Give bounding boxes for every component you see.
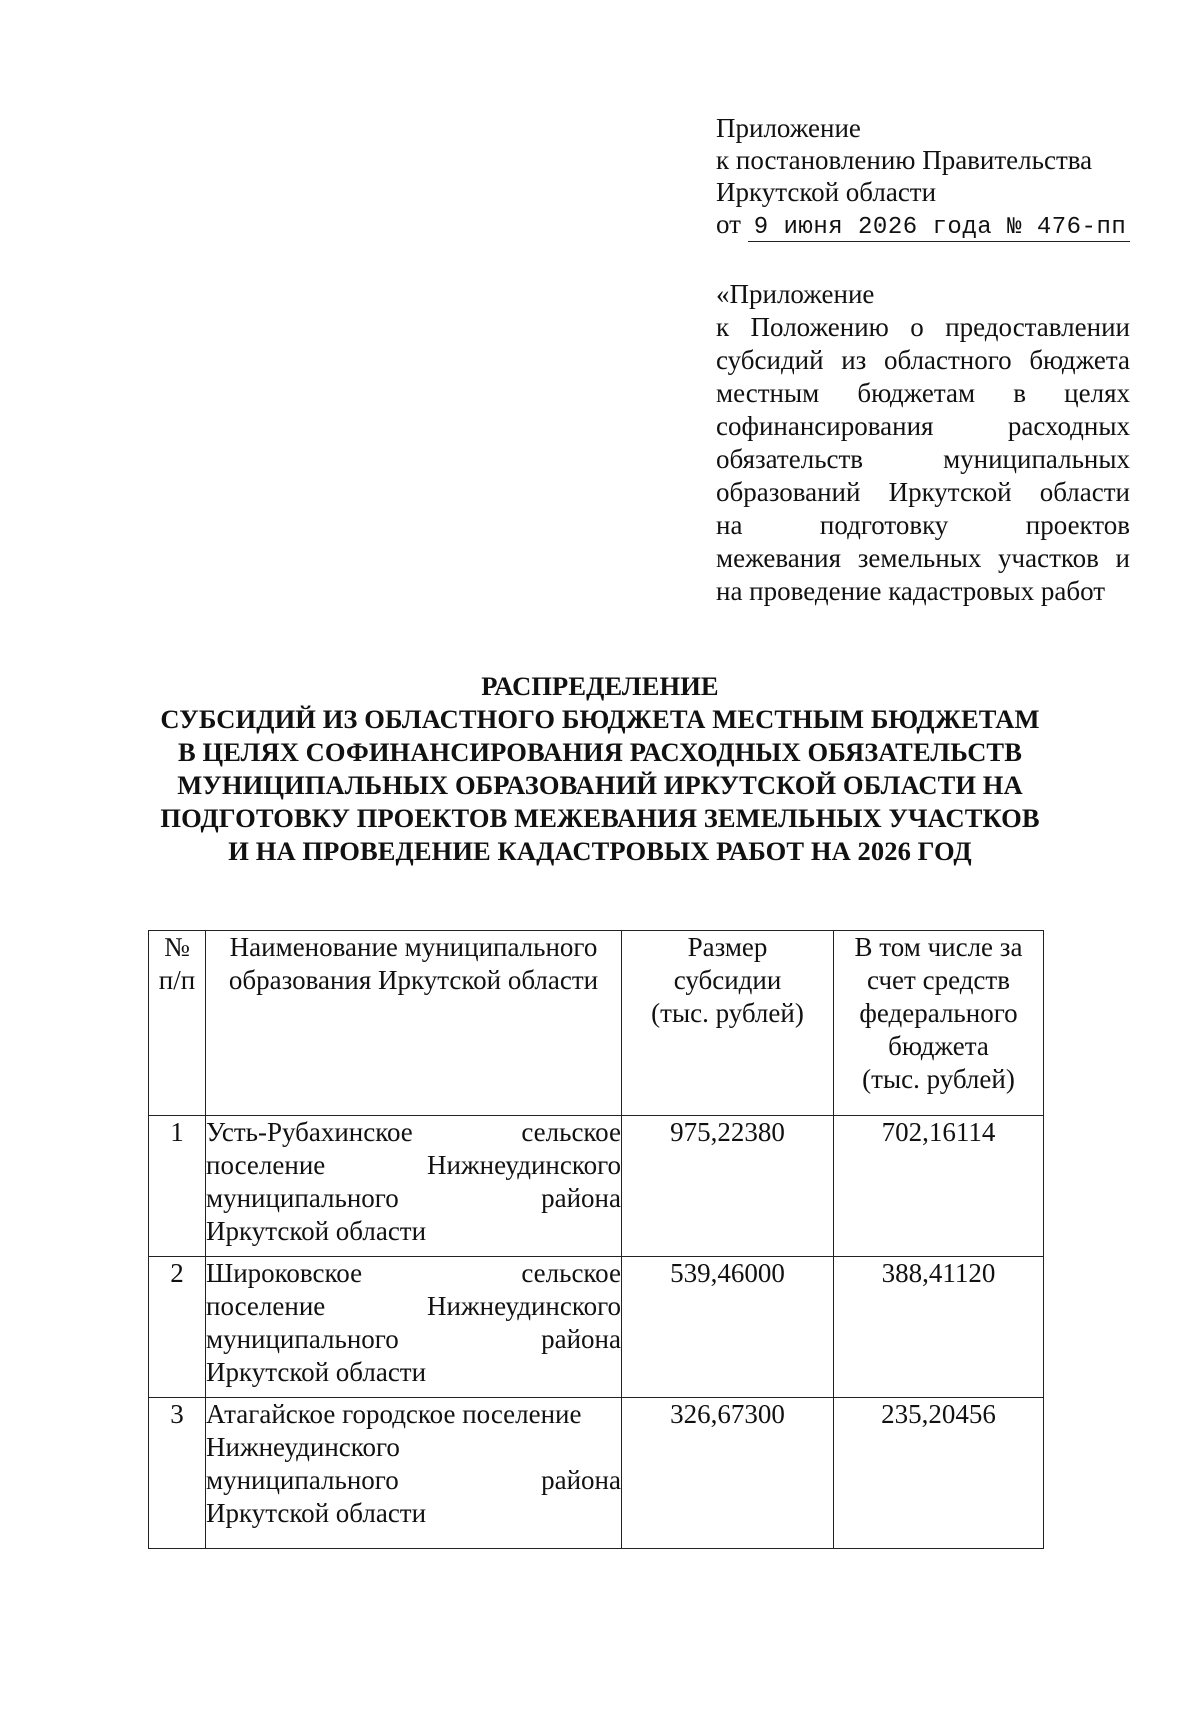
table-row	[149, 1116, 1044, 1257]
appendix-line: субсидий из областного бюджета	[716, 345, 1130, 375]
header-text: В том числе за	[854, 932, 1023, 962]
header-text: бюджета	[888, 1031, 989, 1061]
table-header-row	[149, 931, 1044, 1116]
title-line: СУБСИДИЙ ИЗ ОБЛАСТНОГО БЮДЖЕТА МЕСТНЫМ БЮДЖЕТАМ	[160, 704, 1040, 734]
cell-number: 2	[149, 1257, 206, 1398]
title-line: И НА ПРОВЕДЕНИЕ КАДАСТРОВЫХ РАБОТ НА 2026 ГОД	[228, 836, 972, 866]
header-text: субсидии	[673, 965, 782, 995]
header-text: п/п	[158, 965, 196, 995]
name-line: муниципального района	[206, 1324, 621, 1354]
title-line: РАСПРЕДЕЛЕНИЕ	[481, 671, 719, 701]
name-line: Иркутской области	[206, 1498, 427, 1528]
cell-municipality-name	[206, 1257, 622, 1398]
appendix-line: на подготовку проектов	[716, 510, 1130, 540]
header-text: счет средств	[867, 965, 1010, 995]
cell-municipality-name	[206, 1116, 622, 1257]
name-line: Усть-Рубахинское сельское	[206, 1117, 621, 1147]
name-line: муниципального района	[206, 1465, 621, 1495]
name-line: Нижнеудинского	[206, 1432, 400, 1462]
name-line: Атагайское городское поселение	[206, 1399, 582, 1429]
cell-subsidy-size: 326,67300	[622, 1398, 834, 1549]
appendix-line: обязательств муниципальных	[716, 444, 1130, 474]
regulation-appendix-reference	[716, 278, 1130, 608]
header-number	[149, 931, 206, 1116]
date-stamp: 9 июня 2026 года № 476-пп	[748, 215, 1131, 242]
name-line: Широковское сельское	[206, 1258, 621, 1288]
table-row	[149, 1398, 1044, 1549]
cell-subsidy-size: 975,22380	[622, 1116, 834, 1257]
cell-subsidy-size: 539,46000	[622, 1257, 834, 1398]
appendix-line: на проведение кадастровых работ	[716, 576, 1106, 606]
appendix-line: образований Иркутской области	[716, 477, 1130, 507]
header-text: (тыс. рублей)	[651, 998, 804, 1028]
cell-municipality-name	[206, 1398, 622, 1549]
title-line: МУНИЦИПАЛЬНЫХ ОБРАЗОВАНИЙ ИРКУТСКОЙ ОБЛАСТИ НА	[177, 770, 1023, 800]
header-municipality-name	[206, 931, 622, 1116]
header-text: №	[164, 932, 190, 962]
date-prefix: от	[716, 209, 741, 239]
header-text: Размер	[687, 932, 768, 962]
header-subsidy-size	[622, 931, 834, 1116]
document-title	[80, 670, 1120, 868]
header-text: Наименование муниципального	[229, 932, 598, 962]
cell-federal-share: 235,20456	[834, 1398, 1044, 1549]
name-line: поселение Нижнеудинского	[206, 1291, 621, 1321]
name-line: Иркутской области	[206, 1216, 427, 1246]
cell-number: 3	[149, 1398, 206, 1549]
name-line: Иркутской области	[206, 1357, 427, 1387]
appendix-line: межевания земельных участков и	[716, 543, 1130, 573]
appendix-line: «Приложение	[716, 279, 875, 309]
header-text: образования Иркутской области	[228, 965, 599, 995]
title-line: В ЦЕЛЯХ СОФИНАНСИРОВАНИЯ РАСХОДНЫХ ОБЯЗАТЕЛЬСТВ	[178, 737, 1022, 767]
name-line: муниципального района	[206, 1183, 621, 1213]
table-row	[149, 1257, 1044, 1398]
cell-federal-share: 702,16114	[834, 1116, 1044, 1257]
name-line: поселение Нижнеудинского	[206, 1150, 621, 1180]
header-line: к постановлению Правительства	[716, 145, 1093, 175]
resolution-reference	[716, 112, 1136, 242]
appendix-line: к Положению о предоставлении	[716, 312, 1130, 342]
header-line: Приложение	[716, 113, 861, 143]
header-line: Иркутской области	[716, 177, 937, 207]
header-text: (тыс. рублей)	[862, 1064, 1015, 1094]
cell-number: 1	[149, 1116, 206, 1257]
header-text: федерального	[859, 998, 1018, 1028]
appendix-line: местным бюджетам в целях	[716, 378, 1130, 408]
resolution-date-line	[716, 208, 1136, 242]
appendix-line: софинансирования расходных	[716, 411, 1130, 441]
subsidy-distribution-table	[148, 930, 1044, 1549]
cell-federal-share: 388,41120	[834, 1257, 1044, 1398]
title-line: ПОДГОТОВКУ ПРОЕКТОВ МЕЖЕВАНИЯ ЗЕМЕЛЬНЫХ УЧАСТКОВ	[160, 803, 1040, 833]
header-federal-share	[834, 931, 1044, 1116]
